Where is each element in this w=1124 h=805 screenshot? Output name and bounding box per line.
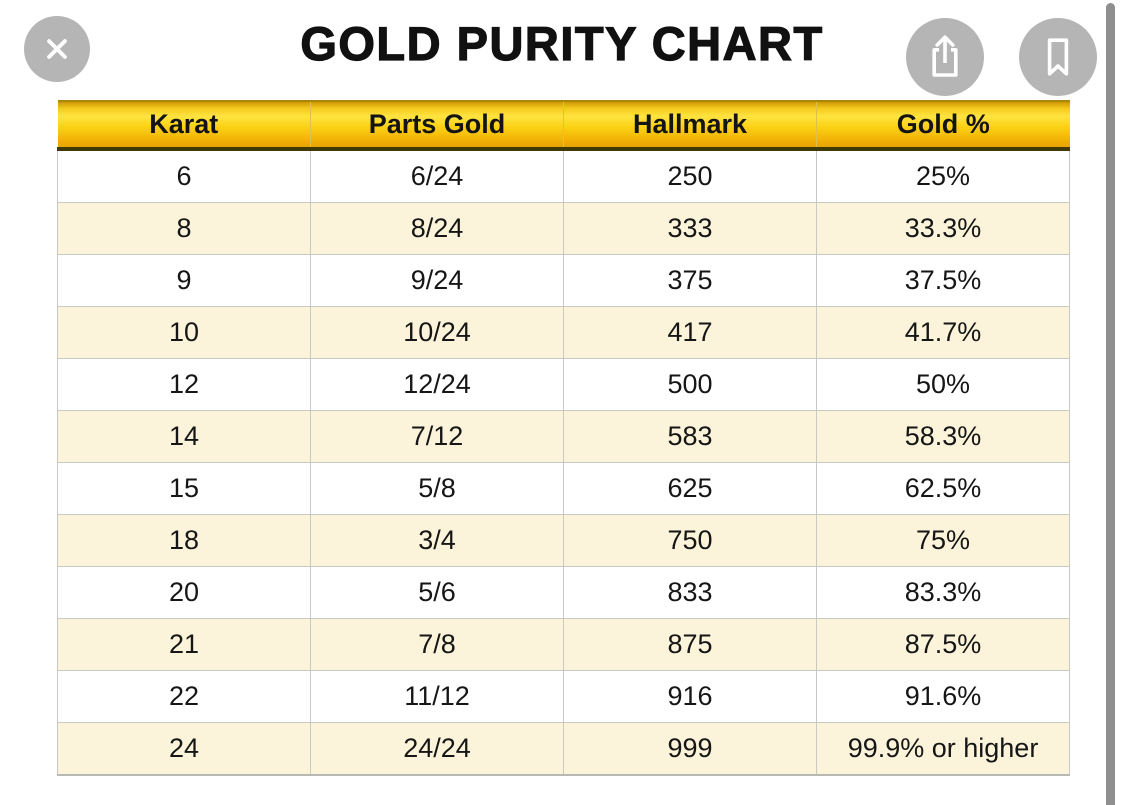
table-cell: 14 xyxy=(58,411,311,463)
bookmark-button[interactable] xyxy=(1019,18,1097,96)
table-cell: 8/24 xyxy=(311,203,564,255)
table-cell: 62.5% xyxy=(817,463,1070,515)
table-cell: 250 xyxy=(564,149,817,203)
table-cell: 91.6% xyxy=(817,671,1070,723)
column-header-karat: Karat xyxy=(58,101,311,149)
table-cell: 87.5% xyxy=(817,619,1070,671)
table-row xyxy=(58,255,1070,307)
table-cell: 916 xyxy=(564,671,817,723)
table-cell: 750 xyxy=(564,515,817,567)
table-cell: 33.3% xyxy=(817,203,1070,255)
table-cell: 5/6 xyxy=(311,567,564,619)
column-header-parts-gold: Parts Gold xyxy=(311,101,564,149)
table-cell: 6 xyxy=(58,149,311,203)
table-cell: 50% xyxy=(817,359,1070,411)
table-cell: 500 xyxy=(564,359,817,411)
page-title: GOLD PURITY CHART xyxy=(300,17,824,70)
table-row xyxy=(58,359,1070,411)
table-header-row xyxy=(58,101,1070,149)
table-cell: 9/24 xyxy=(311,255,564,307)
table-body xyxy=(58,149,1070,775)
table-cell: 24 xyxy=(58,723,311,776)
table-cell: 10/24 xyxy=(311,307,564,359)
table-cell: 83.3% xyxy=(817,567,1070,619)
table-row xyxy=(58,463,1070,515)
table-cell: 8 xyxy=(58,203,311,255)
table-cell: 25% xyxy=(817,149,1070,203)
table-cell: 11/12 xyxy=(311,671,564,723)
table-row xyxy=(58,515,1070,567)
table-cell: 12 xyxy=(58,359,311,411)
column-header-hallmark: Hallmark xyxy=(564,101,817,149)
table-row xyxy=(58,619,1070,671)
table-cell: 22 xyxy=(58,671,311,723)
table-cell: 20 xyxy=(58,567,311,619)
table-row xyxy=(58,723,1070,776)
table-cell: 5/8 xyxy=(311,463,564,515)
table-row xyxy=(58,149,1070,203)
table-cell: 999 xyxy=(564,723,817,776)
share-button[interactable] xyxy=(906,18,984,96)
table-cell: 7/8 xyxy=(311,619,564,671)
table-row xyxy=(58,203,1070,255)
table-cell: 37.5% xyxy=(817,255,1070,307)
share-icon xyxy=(922,33,968,81)
table-cell: 58.3% xyxy=(817,411,1070,463)
scrollbar-thumb[interactable] xyxy=(1106,3,1115,805)
table-row xyxy=(58,671,1070,723)
table-cell: 6/24 xyxy=(311,149,564,203)
table-cell: 41.7% xyxy=(817,307,1070,359)
table-cell: 417 xyxy=(564,307,817,359)
table-cell: 9 xyxy=(58,255,311,307)
table-cell: 21 xyxy=(58,619,311,671)
table-cell: 333 xyxy=(564,203,817,255)
table-cell: 375 xyxy=(564,255,817,307)
bookmark-icon xyxy=(1035,33,1081,81)
table-row xyxy=(58,567,1070,619)
table-cell: 18 xyxy=(58,515,311,567)
table-header xyxy=(58,101,1070,149)
table-cell: 12/24 xyxy=(311,359,564,411)
table-cell: 625 xyxy=(564,463,817,515)
table-cell: 75% xyxy=(817,515,1070,567)
table-row xyxy=(58,411,1070,463)
table-row xyxy=(58,307,1070,359)
table-cell: 833 xyxy=(564,567,817,619)
table-cell: 24/24 xyxy=(311,723,564,776)
table-cell: 3/4 xyxy=(311,515,564,567)
gold-purity-table xyxy=(57,100,1070,776)
table-cell: 99.9% or higher xyxy=(817,723,1070,776)
table-cell: 7/12 xyxy=(311,411,564,463)
column-header-gold-pct: Gold % xyxy=(817,101,1070,149)
table-cell: 15 xyxy=(58,463,311,515)
table-cell: 10 xyxy=(58,307,311,359)
table-cell: 583 xyxy=(564,411,817,463)
table-cell: 875 xyxy=(564,619,817,671)
